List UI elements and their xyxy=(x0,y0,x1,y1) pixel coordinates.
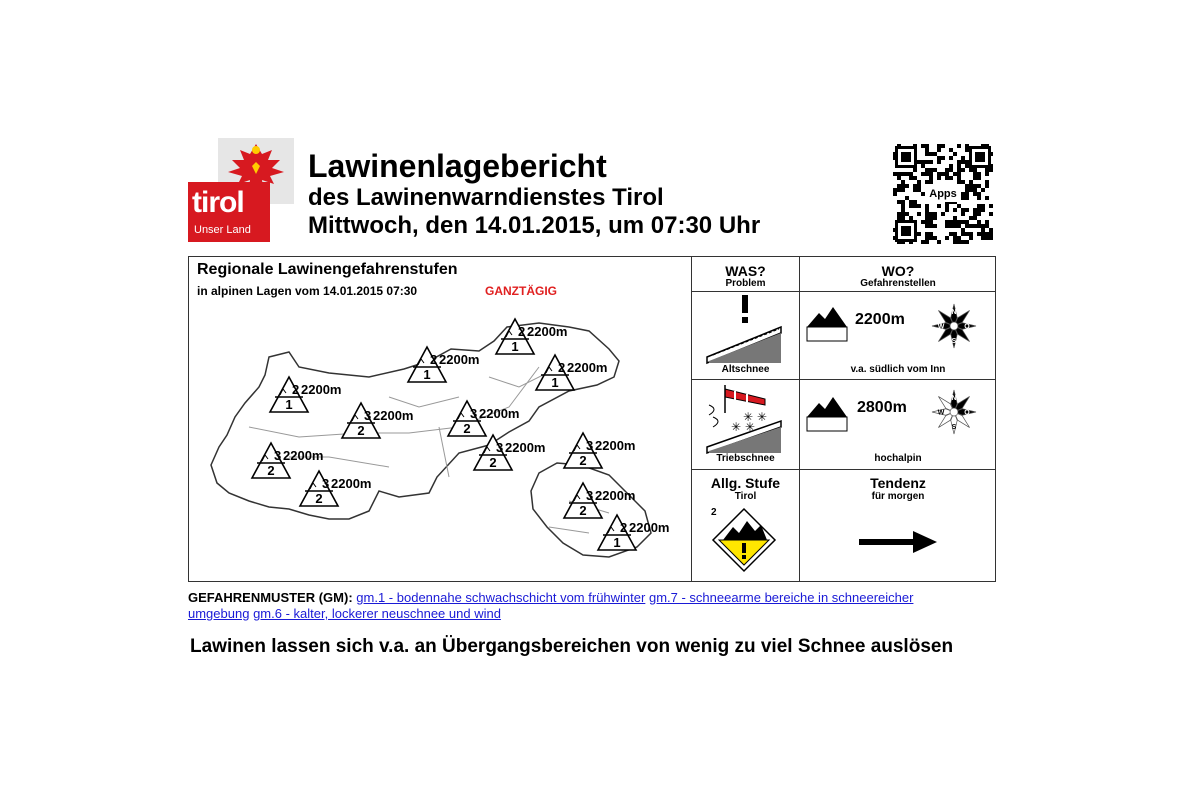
gm-link-3[interactable]: gm.6 - kalter, lockerer neuschnee und wind xyxy=(253,606,501,621)
tirol-logo xyxy=(188,138,294,242)
region-marker[interactable] xyxy=(564,433,635,468)
qr-label: Apps xyxy=(929,188,957,200)
region-elevation: 2200m xyxy=(629,520,670,535)
wo-title: WO? xyxy=(881,263,915,279)
region-elevation: 2200m xyxy=(439,352,480,367)
compass-n-label: N xyxy=(951,309,957,316)
compass-1 xyxy=(929,301,979,356)
region-lower-level: 2 xyxy=(267,463,275,478)
region-elevation: 2200m xyxy=(527,324,568,339)
compass-n-label: N xyxy=(951,395,957,402)
region-elevation: 2200m xyxy=(505,440,546,455)
region-lower-level: 1 xyxy=(613,535,621,550)
compass-w-label: W xyxy=(937,409,945,417)
region-upper-level: 3 xyxy=(496,440,504,455)
region-elevation: 2200m xyxy=(301,382,342,397)
region-upper-level: 3 xyxy=(364,408,372,423)
tirol-map xyxy=(189,257,691,583)
region-elevation: 2200m xyxy=(331,476,372,491)
elevation-1: 2200m xyxy=(855,311,905,328)
compass-s-label: S xyxy=(951,338,957,345)
gm-link-1[interactable]: gm.1 - bodennahe schwachschicht vom frühwinter xyxy=(356,590,646,605)
trend-subtitle: für morgen xyxy=(871,491,925,502)
location-2: hochalpin xyxy=(874,453,922,464)
report-date: Mittwoch, den 14.01.2015, um 07:30 Uhr xyxy=(308,212,761,239)
region-elevation: 2200m xyxy=(373,408,414,423)
svg-text:✳ ✳: ✳ ✳ xyxy=(731,420,755,434)
time-scope: GANZTÄGIG xyxy=(485,284,557,298)
logo-subtext: Unser Land xyxy=(194,224,251,236)
danger-patterns xyxy=(188,590,978,622)
region-lower-level: 1 xyxy=(551,375,559,390)
old-snow-icon xyxy=(705,293,785,370)
was-title: WAS? xyxy=(725,263,766,279)
gm-link-2[interactable]: gm.7 - schneearme bereiche in schneereicher umgebung xyxy=(188,590,914,621)
compass-o-label: O xyxy=(964,409,970,417)
region-upper-level: 3 xyxy=(586,488,594,503)
general-level: 2 xyxy=(711,507,717,518)
danger-level-icon xyxy=(711,507,777,580)
region-lower-level: 2 xyxy=(315,491,323,506)
general-subtitle: Tirol xyxy=(734,491,757,502)
svg-text:✳ ✳: ✳ ✳ xyxy=(743,410,767,424)
summary-text: Lawinen lassen sich v.a. an Übergangsbereichen von wenig zu viel Schnee auslösen xyxy=(190,636,954,657)
compass-2 xyxy=(929,387,979,442)
region-upper-level: 3 xyxy=(586,438,594,453)
region-elevation: 2200m xyxy=(595,488,636,503)
qr-code[interactable] xyxy=(893,144,993,244)
danger-panel xyxy=(188,256,996,582)
region-lower-level: 1 xyxy=(511,339,519,354)
region-upper-level: 2 xyxy=(518,324,526,339)
region-elevation: 2200m xyxy=(479,406,520,421)
region-lower-level: 2 xyxy=(357,423,365,438)
region-upper-level: 3 xyxy=(470,406,478,421)
problem-name-1: Altschnee xyxy=(721,364,770,375)
report-subtitle: des Lawinenwarndienstes Tirol xyxy=(308,184,664,211)
compass-o-label: O xyxy=(964,323,970,331)
region-upper-level: 2 xyxy=(292,382,300,397)
compass-s-label: S xyxy=(951,424,957,431)
regional-title: Regionale Lawinengefahrenstufen xyxy=(197,261,458,278)
elevation-2: 2800m xyxy=(857,399,907,416)
elevation-icon-2 xyxy=(805,389,849,440)
region-lower-level: 2 xyxy=(579,453,587,468)
region-upper-level: 2 xyxy=(430,352,438,367)
regional-subtitle: in alpinen Lagen vom 14.01.2015 07:30 xyxy=(197,284,418,298)
region-upper-level: 2 xyxy=(620,520,628,535)
region-lower-level: 1 xyxy=(423,367,431,382)
trend-title: Tendenz xyxy=(870,475,926,491)
region-upper-level: 2 xyxy=(558,360,566,375)
region-upper-level: 3 xyxy=(274,448,282,463)
logo-badge xyxy=(188,182,270,242)
region-elevation: 2200m xyxy=(567,360,608,375)
region-upper-level: 3 xyxy=(322,476,330,491)
region-elevation: 2200m xyxy=(595,438,636,453)
report-title: Lawinenlagebericht xyxy=(308,148,607,184)
was-subtitle: Problem xyxy=(725,278,766,289)
region-lower-level: 2 xyxy=(579,503,587,518)
region-elevation: 2200m xyxy=(283,448,324,463)
trend-arrow-icon xyxy=(857,529,939,560)
compass-w-label: W xyxy=(937,323,945,331)
logo-text: tirol xyxy=(192,186,244,219)
wind-slab-icon xyxy=(705,383,785,460)
region-lower-level: 2 xyxy=(463,421,471,436)
wo-subtitle: Gefahrenstellen xyxy=(860,278,936,289)
elevation-icon-1 xyxy=(805,299,849,350)
problem-name-2: Triebschnee xyxy=(716,453,775,464)
gm-label: GEFAHRENMUSTER (GM): xyxy=(188,590,353,605)
location-1: v.a. südlich vom Inn xyxy=(850,364,946,375)
general-title: Allg. Stufe xyxy=(710,475,781,491)
region-lower-level: 1 xyxy=(285,397,293,412)
region-lower-level: 2 xyxy=(489,455,497,470)
